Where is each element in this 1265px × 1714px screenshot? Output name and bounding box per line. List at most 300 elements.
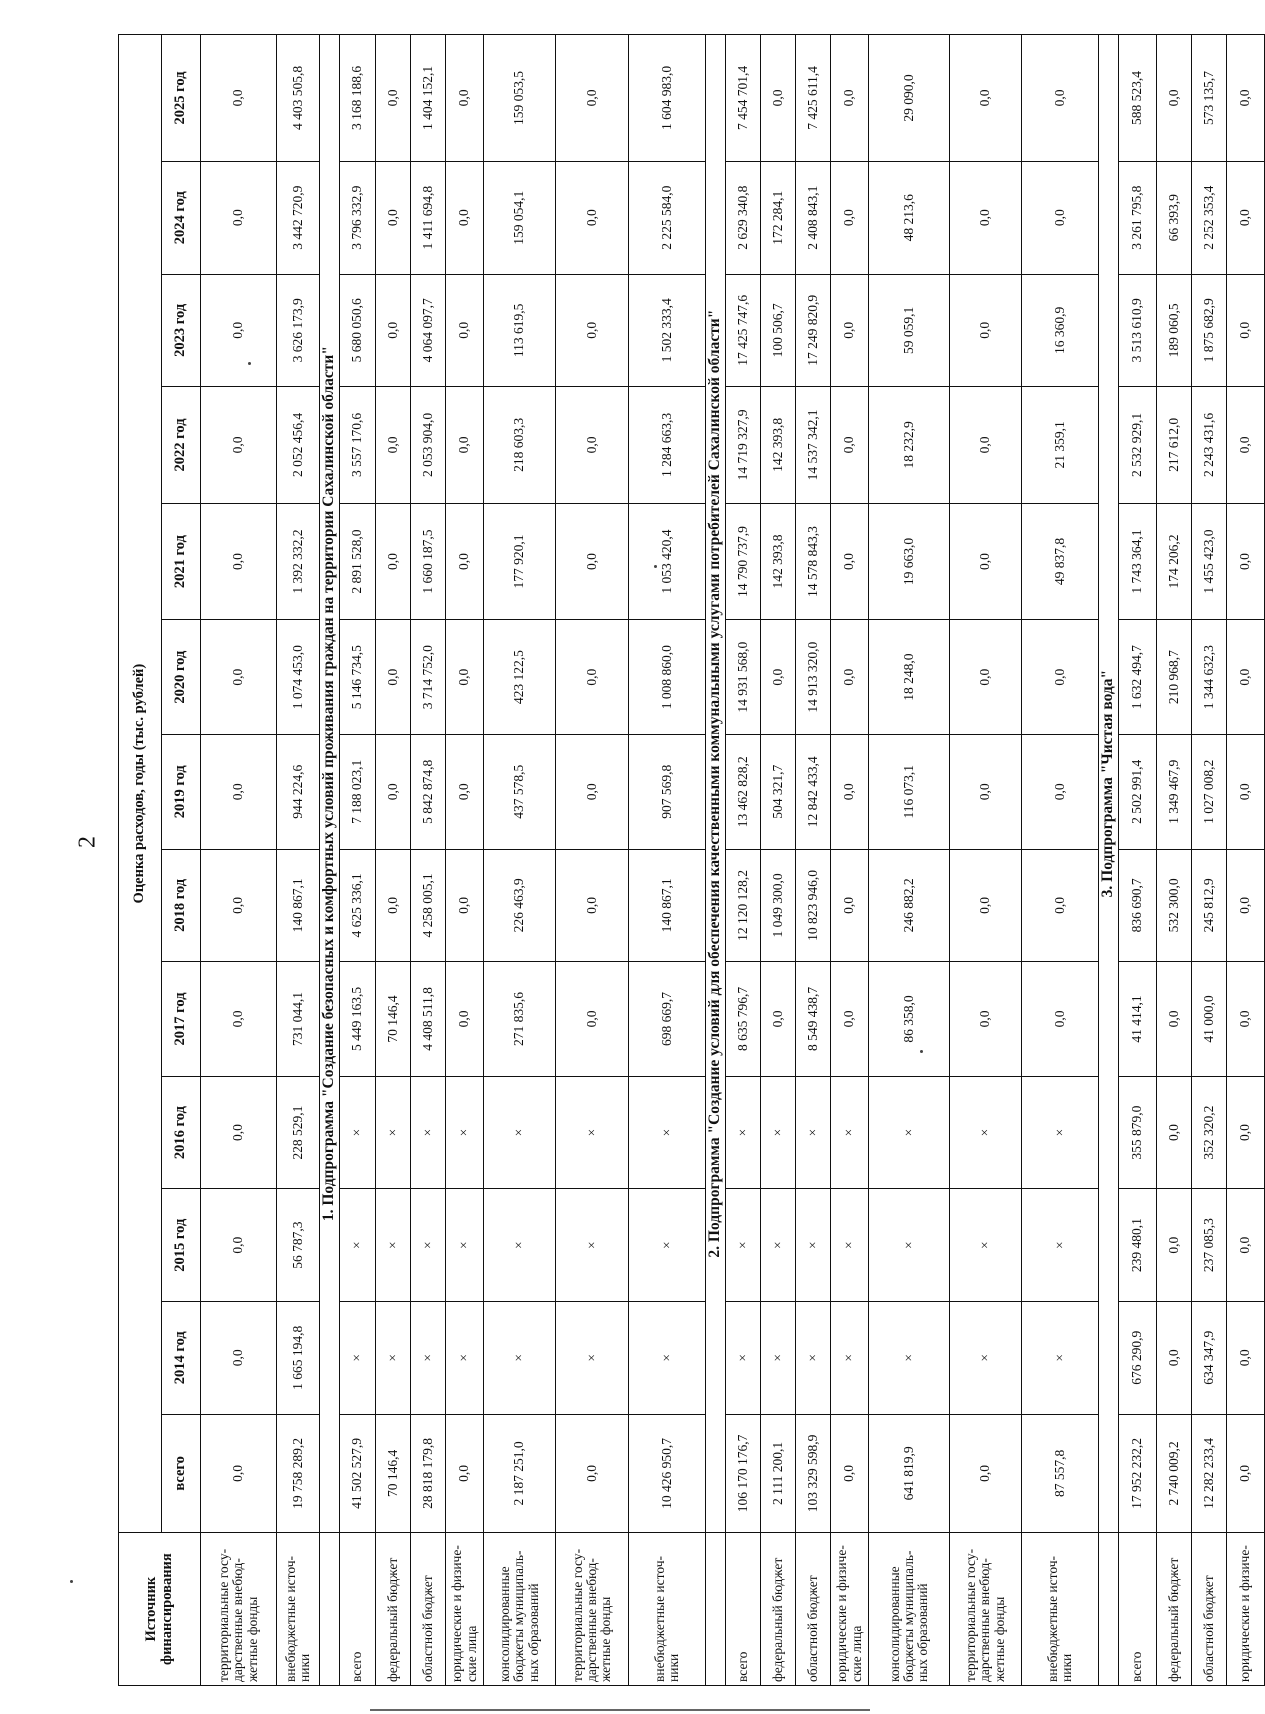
value-cell: ×	[556, 1301, 629, 1414]
column-header: всего	[162, 1414, 201, 1533]
value-cell: ×	[484, 1189, 556, 1302]
value-cell: 0,0	[376, 849, 411, 962]
value-cell: ×	[411, 1076, 446, 1189]
subprogram-title: 2. Подпрограмма "Создание условий для обеспечения качественными коммунальными услугами потребителей Сахалинской области"	[706, 35, 726, 1533]
year-header-row	[162, 35, 201, 1686]
table-row	[1157, 35, 1192, 1686]
value-cell: 14 578 843,3	[796, 503, 831, 620]
value-cell: 159 053,5	[484, 35, 556, 162]
value-cell: 0,0	[1157, 35, 1192, 162]
value-cell: ×	[446, 1076, 484, 1189]
value-cell: 0,0	[1227, 1414, 1265, 1533]
table-row	[726, 35, 761, 1686]
value-cell: 48 213,6	[869, 161, 950, 274]
subprogram-title: 1. Подпрограмма "Создание безопасных и комфортных условий проживания граждан на территории Сахалинской области"	[320, 35, 340, 1533]
table-row	[556, 35, 629, 1686]
value-cell: 731 044,1	[277, 962, 320, 1077]
value-cell: 504 321,7	[761, 734, 796, 849]
value-cell: 0,0	[831, 620, 869, 735]
value-cell: 0,0	[556, 503, 629, 620]
value-cell: 1 455 423,0	[1192, 503, 1227, 620]
value-cell: 3 626 173,9	[277, 274, 320, 387]
value-cell: 0,0	[831, 387, 869, 504]
value-cell: 18 248,0	[869, 620, 950, 735]
source-label: юридические и физиче-ские лица	[831, 1533, 869, 1686]
empty-cell	[320, 1533, 340, 1686]
value-cell: ×	[869, 1301, 950, 1414]
value-cell: 836 690,7	[1119, 849, 1157, 962]
column-header: 2018 год	[162, 849, 201, 962]
value-cell: 100 506,7	[761, 274, 796, 387]
value-cell: ×	[376, 1076, 411, 1189]
estimate-header: Оценка расходов, годы (тыс. рублей)	[119, 35, 162, 1533]
value-cell: 1 008 860,0	[629, 620, 706, 735]
value-cell: 0,0	[556, 734, 629, 849]
value-cell: 70 146,4	[376, 962, 411, 1077]
value-cell: 0,0	[376, 734, 411, 849]
value-cell: 0,0	[201, 734, 277, 849]
table-row	[796, 35, 831, 1686]
value-cell: 0,0	[446, 274, 484, 387]
value-cell: 0,0	[556, 620, 629, 735]
value-cell: 0,0	[950, 1414, 1022, 1533]
source-label: внебюджетные источ-ники	[1022, 1533, 1099, 1686]
column-header: 2019 год	[162, 734, 201, 849]
rotated-page	[118, 34, 1253, 1686]
value-cell: 18 232,9	[869, 387, 950, 504]
value-cell: ×	[629, 1189, 706, 1302]
value-cell: 532 300,0	[1157, 849, 1192, 962]
value-cell: ×	[761, 1189, 796, 1302]
value-cell: 66 393,9	[1157, 161, 1192, 274]
source-label: всего	[726, 1533, 761, 1686]
value-cell: 10 823 946,0	[796, 849, 831, 962]
value-cell: 0,0	[1227, 1076, 1265, 1189]
value-cell: 0,0	[1157, 962, 1192, 1077]
value-cell: ×	[340, 1076, 376, 1189]
value-cell: 0,0	[376, 274, 411, 387]
value-cell: ×	[761, 1301, 796, 1414]
value-cell: 0,0	[950, 161, 1022, 274]
column-header: 2024 год	[162, 161, 201, 274]
value-cell: 1 404 152,1	[411, 35, 446, 162]
value-cell: 0,0	[556, 849, 629, 962]
source-label: областной бюджет	[796, 1533, 831, 1686]
value-cell: 3 168 188,6	[340, 35, 376, 162]
value-cell: 0,0	[1227, 503, 1265, 620]
value-cell: ×	[950, 1189, 1022, 1302]
value-cell: 0,0	[1157, 1076, 1192, 1189]
subprogram-title: 3. Подпрограмма "Чистая вода"	[1099, 35, 1119, 1533]
value-cell: 0,0	[201, 849, 277, 962]
value-cell: 1 743 364,1	[1119, 503, 1157, 620]
value-cell: ×	[629, 1301, 706, 1414]
value-cell: 0,0	[201, 503, 277, 620]
value-cell: 0,0	[1227, 35, 1265, 162]
value-cell: 172 284,1	[761, 161, 796, 274]
value-cell: 7 454 701,4	[726, 35, 761, 162]
value-cell: 8 549 438,7	[796, 962, 831, 1077]
value-cell: ×	[1022, 1301, 1099, 1414]
table-body	[201, 35, 1265, 1686]
column-header: 2015 год	[162, 1189, 201, 1302]
value-cell: 3 714 752,0	[411, 620, 446, 735]
value-cell: 113 619,5	[484, 274, 556, 387]
source-label: территориальные госу-дарственные внебюд-жетные фонды	[950, 1533, 1022, 1686]
value-cell: 2 502 991,4	[1119, 734, 1157, 849]
value-cell: 0,0	[446, 161, 484, 274]
value-cell: 189 060,5	[1157, 274, 1192, 387]
value-cell: 49 837,8	[1022, 503, 1099, 620]
source-label: федеральный бюджет	[1157, 1533, 1192, 1686]
value-cell: 0,0	[831, 274, 869, 387]
value-cell: 0,0	[201, 1189, 277, 1302]
column-header: 2014 год	[162, 1301, 201, 1414]
table-row	[950, 35, 1022, 1686]
value-cell: 0,0	[556, 962, 629, 1077]
value-cell: 0,0	[1227, 734, 1265, 849]
value-cell: 142 393,8	[761, 387, 796, 504]
value-cell: ×	[556, 1076, 629, 1189]
table-row	[629, 35, 706, 1686]
value-cell: 1 665 194,8	[277, 1301, 320, 1414]
value-cell: ×	[340, 1189, 376, 1302]
value-cell: 0,0	[761, 35, 796, 162]
value-cell: 0,0	[1227, 849, 1265, 962]
value-cell: 142 393,8	[761, 503, 796, 620]
table-row	[376, 35, 411, 1686]
value-cell: 174 206,2	[1157, 503, 1192, 620]
value-cell: 0,0	[376, 620, 411, 735]
value-cell: 13 462 828,2	[726, 734, 761, 849]
column-header: 2022 год	[162, 387, 201, 504]
column-header: 2023 год	[162, 274, 201, 387]
value-cell: 2 252 353,4	[1192, 161, 1227, 274]
value-cell: 7 425 611,4	[796, 35, 831, 162]
value-cell: 19 663,0	[869, 503, 950, 620]
source-label: областной бюджет	[411, 1533, 446, 1686]
value-cell: 41 414,1	[1119, 962, 1157, 1077]
table-row	[1022, 35, 1099, 1686]
value-cell: 3 557 170,6	[340, 387, 376, 504]
value-cell: ×	[446, 1301, 484, 1414]
value-cell: 0,0	[831, 734, 869, 849]
value-cell: 0,0	[201, 962, 277, 1077]
value-cell: ×	[376, 1189, 411, 1302]
value-cell: 0,0	[201, 35, 277, 162]
value-cell: 3 513 610,9	[1119, 274, 1157, 387]
value-cell: ×	[796, 1076, 831, 1189]
value-cell: 56 787,3	[277, 1189, 320, 1302]
value-cell: 10 426 950,7	[629, 1414, 706, 1533]
value-cell: 2 053 904,0	[411, 387, 446, 504]
value-cell: 0,0	[201, 1414, 277, 1533]
column-header: 2020 год	[162, 620, 201, 735]
value-cell: 41 000,0	[1192, 962, 1227, 1077]
value-cell: ×	[950, 1301, 1022, 1414]
value-cell: 0,0	[446, 35, 484, 162]
value-cell: 12 842 433,4	[796, 734, 831, 849]
value-cell: 21 359,1	[1022, 387, 1099, 504]
value-cell: 7 188 023,1	[340, 734, 376, 849]
value-cell: 106 170 176,7	[726, 1414, 761, 1533]
value-cell: 0,0	[950, 849, 1022, 962]
value-cell: 676 290,9	[1119, 1301, 1157, 1414]
value-cell: 1 392 332,2	[277, 503, 320, 620]
source-label: всего	[340, 1533, 376, 1686]
value-cell: 4 258 005,1	[411, 849, 446, 962]
value-cell: 1 349 467,9	[1157, 734, 1192, 849]
value-cell: 0,0	[761, 962, 796, 1077]
value-cell: 423 122,5	[484, 620, 556, 735]
value-cell: 0,0	[1227, 620, 1265, 735]
source-label: консолидированные бюджеты муниципаль-ных образований	[484, 1533, 556, 1686]
value-cell: 0,0	[201, 161, 277, 274]
value-cell: 355 879,0	[1119, 1076, 1157, 1189]
value-cell: 3 261 795,8	[1119, 161, 1157, 274]
value-cell: 0,0	[446, 620, 484, 735]
value-cell: 2 187 251,0	[484, 1414, 556, 1533]
value-cell: 5 146 734,5	[340, 620, 376, 735]
value-cell: ×	[726, 1301, 761, 1414]
source-label: внебюджетные источ-ники	[277, 1533, 320, 1686]
value-cell: 0,0	[446, 734, 484, 849]
value-cell: 70 146,4	[376, 1414, 411, 1533]
value-cell: 1 502 333,4	[629, 274, 706, 387]
value-cell: 2 408 843,1	[796, 161, 831, 274]
value-cell: 2 052 456,4	[277, 387, 320, 504]
value-cell: 2 891 528,0	[340, 503, 376, 620]
value-cell: 17 425 747,6	[726, 274, 761, 387]
value-cell: ×	[726, 1189, 761, 1302]
empty-cell	[706, 1533, 726, 1686]
value-cell: 116 073,1	[869, 734, 950, 849]
value-cell: 0,0	[1227, 161, 1265, 274]
value-cell: ×	[1022, 1189, 1099, 1302]
value-cell: 14 931 568,0	[726, 620, 761, 735]
column-header: 2017 год	[162, 962, 201, 1077]
value-cell: 8 635 796,7	[726, 962, 761, 1077]
value-cell: 4 403 505,8	[277, 35, 320, 162]
source-label: территориальные госу-дарственные внебюд-жетные фонды	[201, 1533, 277, 1686]
table-row	[484, 35, 556, 1686]
source-label: юридические и физиче-	[1227, 1533, 1265, 1686]
source-label: федеральный бюджет	[761, 1533, 796, 1686]
value-cell: 0,0	[950, 962, 1022, 1077]
value-cell: ×	[726, 1076, 761, 1189]
value-cell: 588 523,4	[1119, 35, 1157, 162]
value-cell: 907 569,8	[629, 734, 706, 849]
value-cell: 0,0	[950, 620, 1022, 735]
value-cell: 0,0	[1227, 962, 1265, 1077]
value-cell: 210 968,7	[1157, 620, 1192, 735]
value-cell: 0,0	[1157, 1189, 1192, 1302]
table-row	[1227, 35, 1265, 1686]
table-row	[831, 35, 869, 1686]
value-cell: ×	[484, 1076, 556, 1189]
value-cell: ×	[446, 1189, 484, 1302]
value-cell: 0,0	[1022, 962, 1099, 1077]
page-number: 2	[74, 836, 101, 848]
value-cell: 0,0	[201, 620, 277, 735]
value-cell: 0,0	[556, 35, 629, 162]
value-cell: 245 812,9	[1192, 849, 1227, 962]
value-cell: 1 344 632,3	[1192, 620, 1227, 735]
value-cell: ×	[484, 1301, 556, 1414]
value-cell: 14 790 737,9	[726, 503, 761, 620]
value-cell: 2 629 340,8	[726, 161, 761, 274]
empty-cell	[1099, 1533, 1119, 1686]
value-cell: 0,0	[1022, 734, 1099, 849]
value-cell: 4 064 097,7	[411, 274, 446, 387]
value-cell: 12 120 128,2	[726, 849, 761, 962]
value-cell: ×	[831, 1301, 869, 1414]
value-cell: 237 085,3	[1192, 1189, 1227, 1302]
value-cell: 0,0	[831, 35, 869, 162]
value-cell: ×	[376, 1301, 411, 1414]
table-row	[869, 35, 950, 1686]
value-cell: 5 842 874,8	[411, 734, 446, 849]
source-label: внебюджетные источ-ники	[629, 1533, 706, 1686]
value-cell: 944 224,6	[277, 734, 320, 849]
table-row	[201, 35, 277, 1686]
source-label: юридические и физиче-ские лица	[446, 1533, 484, 1686]
value-cell: 0,0	[1022, 849, 1099, 962]
financing-table	[118, 34, 1265, 1686]
value-cell: 0,0	[446, 962, 484, 1077]
value-cell: 2 740 009,2	[1157, 1414, 1192, 1533]
value-cell: 0,0	[1227, 1301, 1265, 1414]
value-cell: 140 867,1	[629, 849, 706, 962]
value-cell: 4 408 511,8	[411, 962, 446, 1077]
value-cell: 12 282 233,4	[1192, 1414, 1227, 1533]
table-row	[277, 35, 320, 1686]
value-cell: ×	[1022, 1076, 1099, 1189]
value-cell: ×	[796, 1189, 831, 1302]
table-row	[446, 35, 484, 1686]
source-header: Источник финансирования	[119, 1533, 201, 1686]
value-cell: 14 913 320,0	[796, 620, 831, 735]
column-header: 2016 год	[162, 1076, 201, 1189]
value-cell: ×	[869, 1076, 950, 1189]
value-cell: ×	[869, 1189, 950, 1302]
value-cell: 5 680 050,6	[340, 274, 376, 387]
value-cell: 28 818 179,8	[411, 1414, 446, 1533]
value-cell: 0,0	[761, 620, 796, 735]
value-cell: 17 249 820,9	[796, 274, 831, 387]
value-cell: 271 835,6	[484, 962, 556, 1077]
value-cell: 0,0	[556, 274, 629, 387]
value-cell: 87 557,8	[1022, 1414, 1099, 1533]
value-cell: 1 284 663,3	[629, 387, 706, 504]
value-cell: 0,0	[446, 503, 484, 620]
value-cell: 2 243 431,6	[1192, 387, 1227, 504]
value-cell: 641 819,9	[869, 1414, 950, 1533]
value-cell: 0,0	[1022, 161, 1099, 274]
value-cell: ×	[831, 1076, 869, 1189]
value-cell: 352 320,2	[1192, 1076, 1227, 1189]
value-cell: 0,0	[446, 1414, 484, 1533]
value-cell: 14 537 342,1	[796, 387, 831, 504]
value-cell: 14 719 327,9	[726, 387, 761, 504]
value-cell: 1 049 300,0	[761, 849, 796, 962]
value-cell: 246 882,2	[869, 849, 950, 962]
table-row	[1192, 35, 1227, 1686]
subprogram-heading-row	[706, 35, 726, 1686]
value-cell: 140 867,1	[277, 849, 320, 962]
value-cell: ×	[831, 1189, 869, 1302]
value-cell: 0,0	[1227, 1189, 1265, 1302]
source-label: федеральный бюджет	[376, 1533, 411, 1686]
value-cell: 0,0	[201, 387, 277, 504]
value-cell: 1 875 682,9	[1192, 274, 1227, 387]
value-cell: 0,0	[831, 1414, 869, 1533]
value-cell: 0,0	[201, 1076, 277, 1189]
value-cell: 0,0	[376, 387, 411, 504]
value-cell: 3 796 332,9	[340, 161, 376, 274]
value-cell: 86 358,0	[869, 962, 950, 1077]
subprogram-heading-row	[320, 35, 340, 1686]
value-cell: 0,0	[1022, 620, 1099, 735]
value-cell: 0,0	[376, 161, 411, 274]
value-cell: 0,0	[556, 1414, 629, 1533]
value-cell: 16 360,9	[1022, 274, 1099, 387]
value-cell: 1 074 453,0	[277, 620, 320, 735]
value-cell: ×	[950, 1076, 1022, 1189]
scan-edge-line	[370, 1709, 870, 1711]
source-label: консолидированные бюджеты муниципаль-ных образований	[869, 1533, 950, 1686]
value-cell: ×	[411, 1189, 446, 1302]
value-cell: 0,0	[1022, 35, 1099, 162]
value-cell: ×	[629, 1076, 706, 1189]
value-cell: 0,0	[950, 734, 1022, 849]
value-cell: 1 632 494,7	[1119, 620, 1157, 735]
scan-speck	[70, 1580, 73, 1583]
value-cell: 698 669,7	[629, 962, 706, 1077]
value-cell: 0,0	[831, 962, 869, 1077]
value-cell: 177 920,1	[484, 503, 556, 620]
value-cell: 0,0	[950, 35, 1022, 162]
value-cell: 2 111 200,1	[761, 1414, 796, 1533]
value-cell: ×	[411, 1301, 446, 1414]
column-header: 2025 год	[162, 35, 201, 162]
value-cell: ×	[761, 1076, 796, 1189]
value-cell: 0,0	[831, 503, 869, 620]
value-cell: 0,0	[446, 849, 484, 962]
value-cell: 0,0	[831, 161, 869, 274]
value-cell: 0,0	[446, 387, 484, 504]
value-cell: 573 135,7	[1192, 35, 1227, 162]
source-label: всего	[1119, 1533, 1157, 1686]
value-cell: 103 329 598,9	[796, 1414, 831, 1533]
table-row	[411, 35, 446, 1686]
value-cell: 228 529,1	[277, 1076, 320, 1189]
value-cell: 0,0	[201, 1301, 277, 1414]
value-cell: 0,0	[376, 35, 411, 162]
value-cell: 0,0	[1157, 1301, 1192, 1414]
source-label: областной бюджет	[1192, 1533, 1227, 1686]
source-label: территориальные госу-дарственные внебюд-жетные фонды	[556, 1533, 629, 1686]
value-cell: 17 952 232,2	[1119, 1414, 1157, 1533]
value-cell: ×	[556, 1189, 629, 1302]
value-cell: 2 532 929,1	[1119, 387, 1157, 504]
table-row	[1119, 35, 1157, 1686]
value-cell: 0,0	[950, 274, 1022, 387]
table-row	[761, 35, 796, 1686]
value-cell: 1 660 187,5	[411, 503, 446, 620]
value-cell: 0,0	[831, 849, 869, 962]
value-cell: 41 502 527,9	[340, 1414, 376, 1533]
